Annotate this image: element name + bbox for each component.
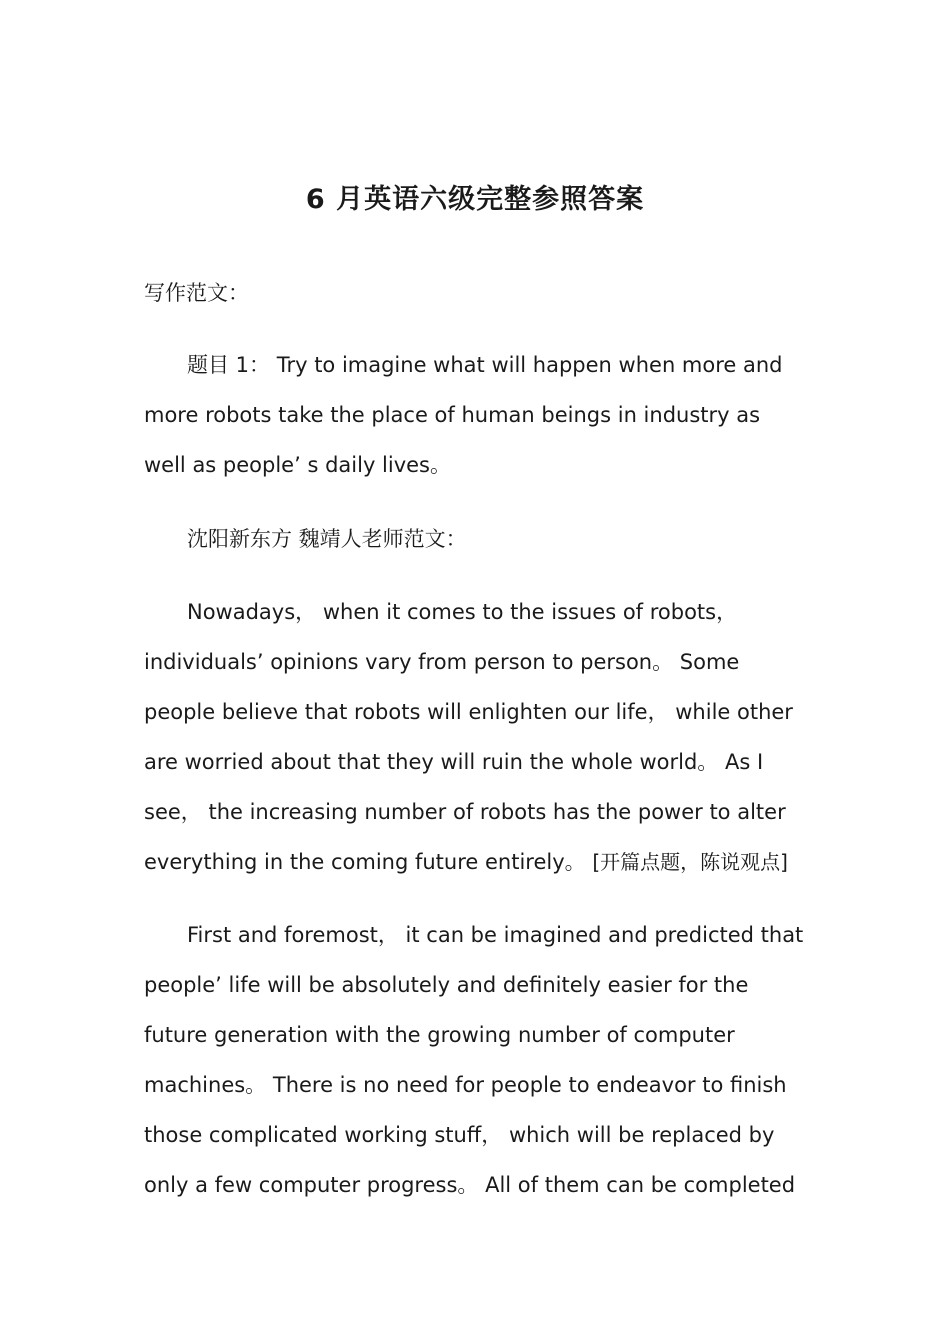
document-title: 6 月英语六级完整参照答案 bbox=[305, 184, 645, 215]
essay-paragraph-2: First and foremost， it can be imagined and predicted that people’ life will be absolutely and definitely easier for the future generation with the growing number of computer machines。 There is no need for people to endeavor to finish those complicated working stuff， which will be replaced by only a few computer progress。 All of them can be completed bbox=[144, 923, 804, 1197]
essay-prompt: 题目 1： Try to imagine what will happen when more and more robots take the place of human beings in industry as well as people’ s daily lives。 bbox=[144, 353, 783, 477]
paragraph-text: Nowadays， when it comes to the issues of robots， individuals’ opinions vary from person to person。 Some people believe that robots will enlighten our life， while other are worried about that they will ruin the whole world。 As I see， the increasing number of robots has the power to alter everything in the coming future entirely。 bbox=[144, 600, 793, 874]
section-label: 写作范文： bbox=[144, 281, 249, 305]
essay-byline: 沈阳新东方 魏靖人老师范文： bbox=[187, 527, 467, 551]
paragraph-annotation: [开篇点题，陈说观点] bbox=[592, 850, 788, 874]
essay-paragraph-1 bbox=[144, 587, 804, 887]
